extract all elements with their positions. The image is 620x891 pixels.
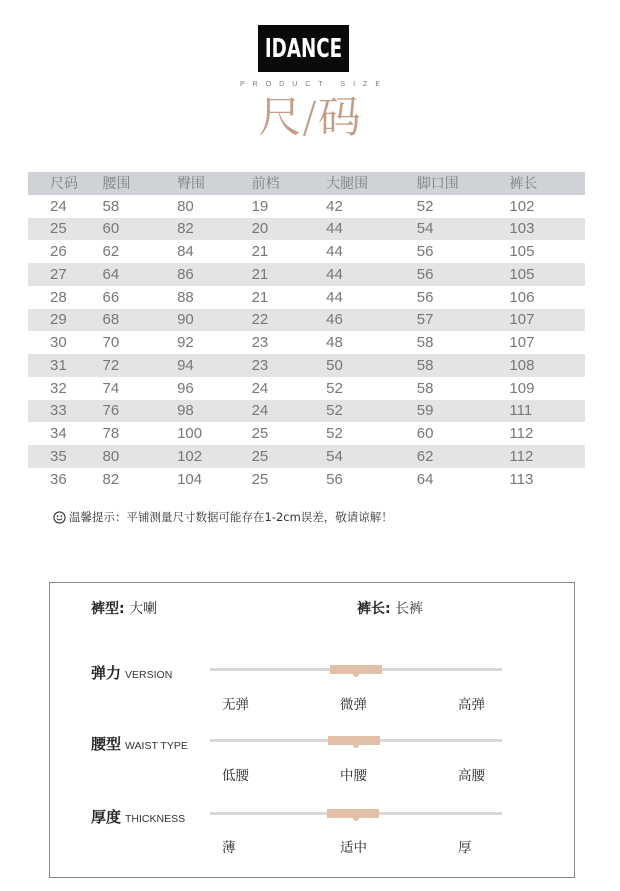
table-cell: 29 — [28, 309, 103, 332]
section-subtitle: PRODUCT SIZE — [240, 81, 388, 88]
table-cell: 60 — [416, 425, 434, 443]
waist-type-option: 中腰 — [340, 768, 367, 784]
table-cell: 98 — [177, 400, 252, 423]
size-table — [28, 172, 585, 491]
table-row — [28, 445, 585, 468]
stretch-scale — [210, 668, 502, 671]
table-cell: 76 — [103, 400, 178, 423]
table-row — [28, 422, 585, 445]
table-cell: 105 — [509, 263, 585, 286]
table-cell: 19 — [251, 197, 269, 215]
table-cell: 24 — [251, 379, 269, 397]
table-cell: 94 — [177, 354, 252, 377]
table-cell: 56 — [416, 243, 434, 261]
brand-logo — [258, 25, 349, 72]
thickness-dot — [353, 815, 359, 821]
table-cell: 48 — [326, 334, 343, 352]
style-field — [91, 598, 157, 618]
table-cell: 42 — [326, 197, 343, 215]
waist-type-dot — [353, 742, 359, 748]
table-cell: 84 — [177, 243, 194, 261]
table-cell: 44 — [326, 263, 417, 286]
table-cell: 111 — [509, 400, 585, 423]
table-row — [28, 263, 585, 286]
product-details-panel — [49, 582, 575, 878]
table-cell: 36 — [50, 470, 67, 488]
table-cell: 44 — [326, 288, 343, 306]
table-cell: 58 — [102, 197, 120, 215]
table-cell: 46 — [326, 309, 417, 332]
table-cell: 24 — [252, 400, 327, 423]
table-cell: 80 — [103, 445, 178, 468]
table-cell: 66 — [102, 288, 120, 306]
table-cell: 105 — [509, 243, 535, 261]
table-cell: 82 — [177, 218, 252, 241]
table-cell: 24 — [50, 197, 67, 215]
table-cell: 70 — [102, 334, 120, 352]
length-value: 长裤 — [395, 601, 424, 617]
table-cell: 109 — [509, 379, 535, 397]
waist-type-option: 高腰 — [458, 768, 485, 784]
waist-type-label: 腰型 WAIST TYPE — [91, 735, 188, 753]
column-header: 裤长 — [509, 172, 585, 195]
table-cell: 54 — [417, 218, 510, 241]
table-cell: 26 — [50, 243, 67, 261]
table-cell: 112 — [509, 445, 585, 468]
table-cell: 107 — [509, 334, 535, 352]
table-cell: 21 — [251, 243, 269, 261]
table-cell: 56 — [417, 263, 510, 286]
table-cell: 82 — [102, 470, 120, 488]
table-cell: 23 — [252, 354, 327, 377]
table-cell: 25 — [252, 445, 327, 468]
waist-type-scale — [210, 739, 502, 742]
table-cell: 107 — [509, 309, 585, 332]
table-cell: 52 — [326, 379, 343, 397]
measurement-tip — [53, 509, 393, 525]
table-row — [28, 331, 585, 354]
table-cell: 30 — [50, 334, 67, 352]
table-cell: 103 — [509, 218, 585, 241]
brand-logo-text: IDANCE — [264, 33, 343, 64]
table-cell: 59 — [417, 400, 510, 423]
length-label: 裤长: — [357, 601, 391, 617]
table-cell: 52 — [326, 400, 417, 423]
table-cell: 102 — [509, 197, 535, 215]
table-cell: 44 — [326, 243, 343, 261]
thickness-option: 薄 — [222, 840, 236, 856]
table-cell: 25 — [28, 218, 103, 241]
thickness-scale — [210, 812, 502, 815]
column-header: 腰围 — [103, 172, 178, 195]
waist-type-option: 低腰 — [222, 768, 249, 784]
tip-text: 温馨提示：平铺测量尺寸数据可能存在1-2cm误差，敬请谅解！ — [69, 510, 393, 524]
length-field — [357, 598, 423, 618]
table-cell: 20 — [252, 218, 327, 241]
column-header: 前档 — [252, 172, 327, 195]
table-cell: 56 — [326, 470, 343, 488]
column-header: 脚口围 — [417, 172, 510, 195]
table-cell: 21 — [252, 263, 327, 286]
table-cell: 25 — [251, 470, 269, 488]
table-cell: 33 — [28, 400, 103, 423]
stretch-dot — [353, 671, 359, 677]
table-cell: 64 — [416, 470, 434, 488]
table-cell: 72 — [103, 354, 178, 377]
table-cell: 52 — [416, 197, 434, 215]
table-row — [28, 468, 585, 491]
table-cell: 88 — [177, 288, 194, 306]
smile-icon — [53, 511, 66, 524]
table-cell: 104 — [177, 470, 203, 488]
table-cell: 86 — [177, 263, 252, 286]
table-cell: 108 — [509, 354, 585, 377]
table-cell: 113 — [509, 470, 534, 488]
table-cell: 58 — [416, 379, 434, 397]
thickness-option: 适中 — [340, 840, 367, 856]
thickness-option: 厚 — [458, 840, 472, 856]
table-cell: 21 — [251, 288, 269, 306]
table-cell: 78 — [102, 425, 120, 443]
table-cell: 74 — [102, 379, 120, 397]
stretch-option: 高弹 — [458, 697, 485, 713]
table-cell: 92 — [177, 334, 194, 352]
table-cell: 57 — [417, 309, 510, 332]
table-cell: 44 — [326, 218, 417, 241]
table-cell: 54 — [326, 445, 417, 468]
table-cell: 58 — [416, 334, 434, 352]
table-cell: 31 — [28, 354, 103, 377]
column-header: 尺码 — [28, 172, 103, 195]
table-cell: 28 — [50, 288, 67, 306]
table-row — [28, 354, 585, 377]
table-cell: 112 — [509, 425, 534, 443]
table-cell: 96 — [177, 379, 194, 397]
stretch-option: 无弹 — [222, 697, 249, 713]
table-cell: 50 — [326, 354, 417, 377]
table-cell: 22 — [252, 309, 327, 332]
table-cell: 35 — [28, 445, 103, 468]
table-cell: 27 — [28, 263, 103, 286]
table-cell: 80 — [177, 197, 194, 215]
table-cell: 100 — [177, 425, 203, 443]
table-cell: 90 — [177, 309, 252, 332]
table-cell: 68 — [103, 309, 178, 332]
table-cell: 62 — [102, 243, 120, 261]
style-value: 大喇 — [129, 601, 158, 617]
table-header-row — [28, 172, 585, 195]
table-cell: 58 — [417, 354, 510, 377]
page-title: 尺/码 — [258, 93, 362, 143]
table-cell: 56 — [416, 288, 434, 306]
table-cell: 25 — [251, 425, 269, 443]
table-cell: 60 — [103, 218, 178, 241]
table-row — [28, 195, 585, 218]
table-cell: 64 — [103, 263, 178, 286]
table-row — [28, 377, 585, 400]
style-label: 裤型: — [91, 601, 125, 617]
table-cell: 34 — [50, 425, 67, 443]
table-row — [28, 240, 585, 263]
table-cell: 62 — [417, 445, 510, 468]
stretch-option: 微弹 — [340, 697, 367, 713]
table-row — [28, 286, 585, 309]
table-row — [28, 218, 585, 241]
table-row — [28, 400, 585, 423]
table-cell: 23 — [251, 334, 269, 352]
stretch-label: 弹力 VERSION — [91, 664, 173, 682]
column-header: 臀围 — [177, 172, 252, 195]
column-header: 大腿围 — [326, 172, 417, 195]
table-cell: 106 — [509, 288, 535, 306]
table-row — [28, 309, 585, 332]
table-cell: 102 — [177, 445, 252, 468]
table-cell: 52 — [326, 425, 343, 443]
thickness-label: 厚度 THICKNESS — [91, 808, 186, 826]
table-cell: 32 — [50, 379, 67, 397]
